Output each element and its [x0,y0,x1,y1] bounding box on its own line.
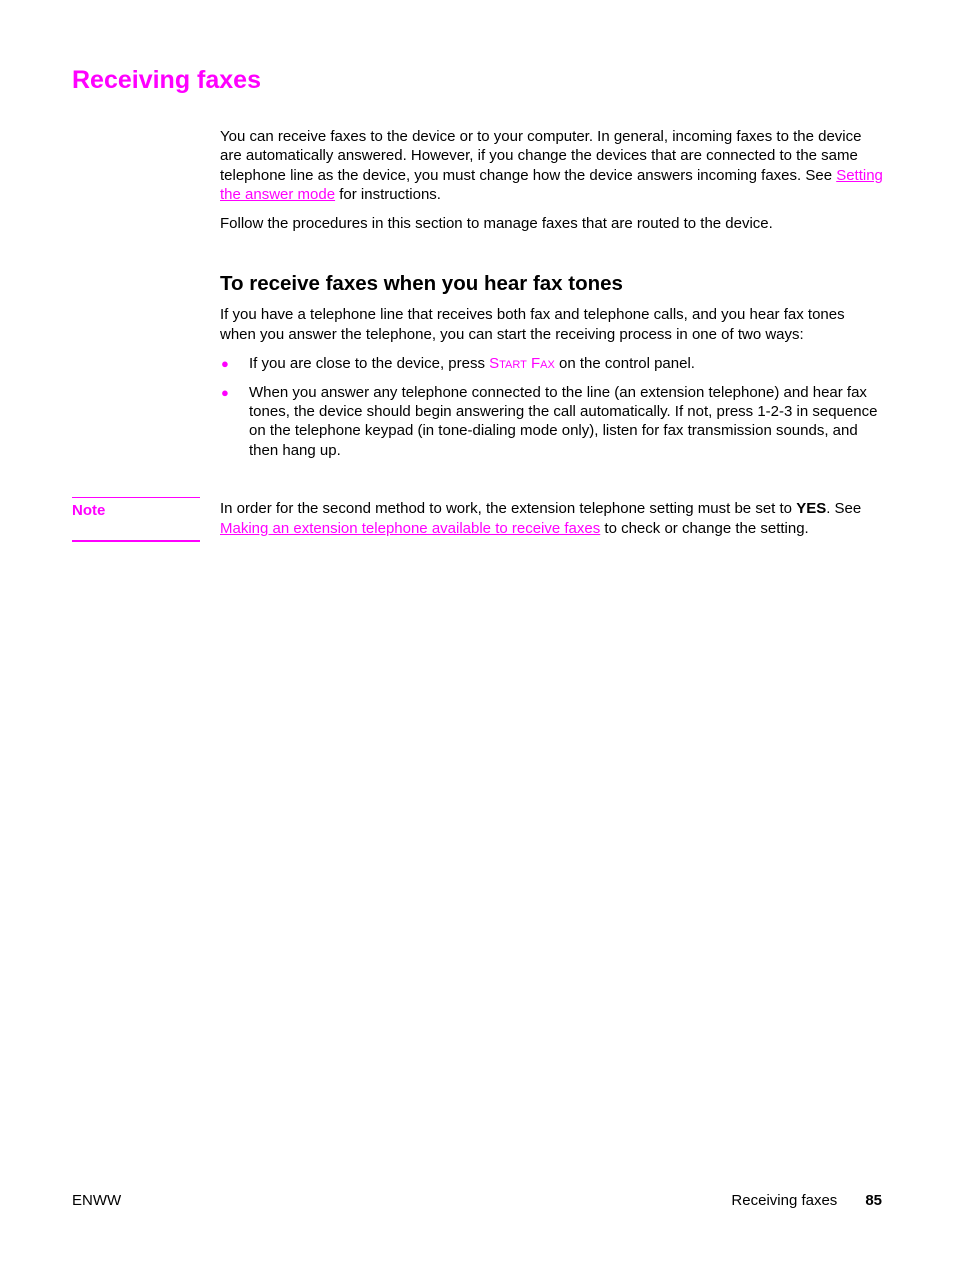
list-item [220,383,884,460]
bullet-2-text: When you answer any telephone connected to the line (an extension telephone) and hear fax tones, the device should begin answering the call automatically. If not, press 1-2-3 in sequence on the telephone keypad (in tone-dialing mode only), listen for fax transmission sounds, and then hang up. [249,383,878,459]
note-text-end: to check or change the setting. [600,519,809,537]
note-text: In order for the second method to work, the extension telephone setting must be set to [220,500,797,517]
intro-paragraph-2: Follow the procedures in this section to manage faxes that are routed to the device. [220,215,773,233]
main-content [220,127,884,470]
bullet-list [220,354,884,460]
page-number: 85 [865,1192,882,1209]
section-heading: To receive faxes when you hear fax tones [220,272,623,296]
note-label: Note [72,502,106,519]
note-body [220,499,910,538]
footer-section-name: Receiving faxes [731,1192,838,1209]
intro-paragraph-1 [220,127,884,204]
setting-answer-mode-link[interactable]: Setting the answer mode [220,166,883,203]
note-bold-value: YES [796,500,827,517]
page-title: Receiving faxes [72,66,261,94]
footer-right [731,1192,882,1209]
bullet-dot-icon: ● [221,356,229,372]
intro-text-1-end: for instructions. [335,185,441,203]
list-item [220,354,884,373]
bullet-dot-icon: ● [221,384,229,400]
start-fax-key: Start Fax [489,355,555,373]
bullet-1-text-end: on the control panel. [554,355,695,373]
intro-text-1: You can receive faxes to the device or to your computer. In general, incoming faxes to the device are automatically answered. However, if you change the devices that are connected to the same telephone line as the device, you must change how the device answers incoming faxes. See [220,128,862,184]
note-label-column [72,497,200,542]
section-paragraph: If you have a telephone line that receives both fax and telephone calls, and you hear fax tones when you answer the telephone, you can start the receiving process in one of two ways: [220,306,845,343]
bullet-1-text: If you are close to the device, press [249,355,490,373]
extension-telephone-link[interactable]: Making an extension telephone available to receive faxes [220,519,601,537]
note-text-2: . See [826,500,862,517]
footer-left: ENWW [72,1192,122,1209]
